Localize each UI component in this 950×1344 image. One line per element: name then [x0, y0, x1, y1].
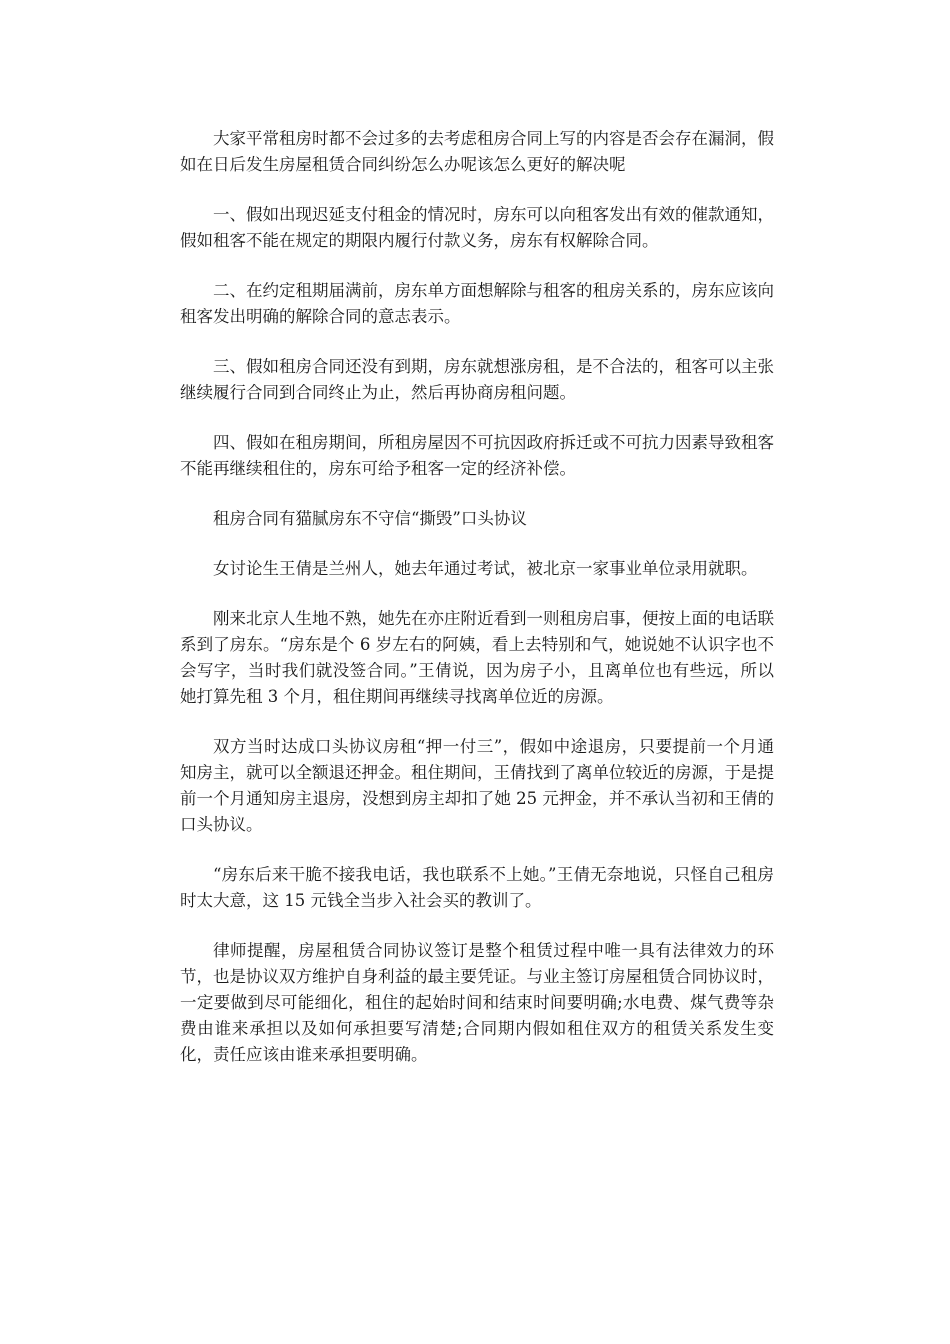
point-four-paragraph: 四、假如在租房期间，所租房屋因不可抗因政府拆迁或不可抗力因素导致租客不能再继续租住的，房东可给予租客一定的经济补偿。: [180, 433, 774, 478]
intro-paragraph: 大家平常租房时都不会过多的去考虑租房合同上写的内容是否会存在漏洞，假如在日后发生房屋租赁合同纠纷怎么办呢该怎么更好的解决呢: [180, 129, 774, 174]
point-three-paragraph: 三、假如租房合同还没有到期，房东就想涨房租，是不合法的，租客可以主张继续履行合同到合同终止为止，然后再协商房租问题。: [180, 357, 774, 402]
section-heading: 租房合同有猫腻房东不守信“撕毁”口头协议: [213, 509, 527, 528]
quote-paragraph: “房东后来干脆不接我电话，我也联系不上她。”王倩无奈地说，只怪自己租房时太大意，这 15 元钱全当步入社会买的教训了。: [180, 865, 774, 910]
point-two-paragraph: 二、在约定租期届满前，房东单方面想解除与租客的租房关系的，房东应该向租客发出明确的解除合同的意志表示。: [180, 281, 774, 326]
lawyer-advice-paragraph: 律师提醒，房屋租赁合同协议签订是整个租赁过程中唯一具有法律效力的环节，也是协议双方维护自身利益的最主要凭证。与业主签订房屋租赁合同协议时，一定要做到尽可能细化，租住的起始时间和结束时间要明确;水电费、煤气费等杂费由谁来承担以及如何承担要写清楚;合同期内假如租住双方的租赁关系发生变化，责任应该由谁来承担要明确。: [180, 941, 774, 1064]
agreement-paragraph: 双方当时达成口头协议房租“押一付三”，假如中途退房，只要提前一个月通知房主，就可以全额退还押金。租住期间，王倩找到了离单位较近的房源，于是提前一个月通知房主退房，没想到房主却扣了她 25 元押金，并不承认当初和王倩的口头协议。: [180, 737, 774, 834]
point-one-paragraph: 一、假如出现迟延支付租金的情况时，房东可以向租客发出有效的催款通知，假如租客不能在规定的期限内履行付款义务，房东有权解除合同。: [180, 205, 774, 250]
story-intro-paragraph: 女讨论生王倩是兰州人，她去年通过考试，被北京一家事业单位录用就职。: [213, 559, 758, 578]
document-body: [180, 126, 774, 1092]
story-paragraph: 刚来北京人生地不熟，她先在亦庄附近看到一则租房启事，便按上面的电话联系到了房东。“房东是个 6 岁左右的阿姨，看上去特别和气，她说她不认识字也不会写字，当时我们就没签合同。”王倩说，因为房子小，且离单位也有些远，所以她打算先租 3 个月，租住期间再继续寻找离单位近的房源。: [180, 609, 774, 706]
